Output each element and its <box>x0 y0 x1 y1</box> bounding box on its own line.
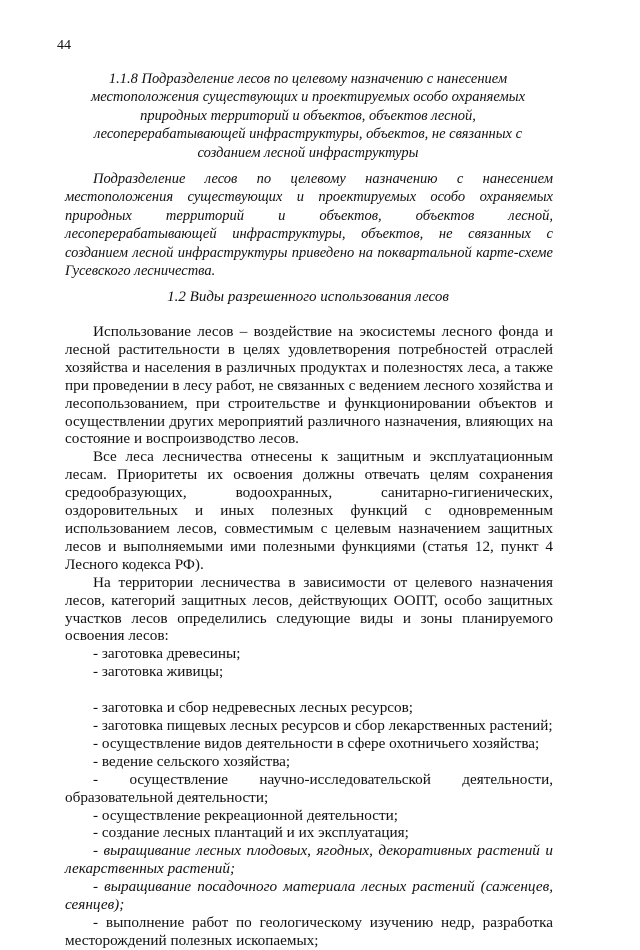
list-item: - создание лесных плантаций и их эксплуатация; <box>93 824 409 842</box>
list-item: - осуществление видов деятельности в сфере охотничьего хозяйства; <box>93 734 540 752</box>
list-gap <box>65 681 553 699</box>
list-item: - заготовка древесины; <box>93 645 241 663</box>
list-item: - заготовка и сбор недревесных лесных ресурсов; <box>93 699 414 717</box>
main-text <box>65 323 553 950</box>
list-item: - заготовка живицы; <box>93 663 224 681</box>
list-item-italic: - выращивание посадочного материала лесных растений (саженцев, сеянцев); <box>65 878 553 914</box>
page-number: 44 <box>57 38 71 53</box>
list-item: - заготовка пищевых лесных ресурсов и сбор лекарственных растений; <box>93 717 553 735</box>
section-intro <box>65 170 553 280</box>
section-title: 1.1.8 Подразделение лесов по целевому назначению с нанесением местоположения существующих и проектируемых особо охраняемых природных территорий и объектов, объектов лесной, лесоперерабатывающей инфраструктуры, объектов, не связанных с созданием лесной инфраструктуры <box>90 71 526 161</box>
list-item: - выполнение работ по геологическому изучению недр, разработка месторождений полезных ископаемых; <box>65 914 553 949</box>
paragraph-1: Использование лесов – воздействие на экосистемы лесного фонда и лесной растительности в целях удовлетворения потребностей отраслей хозяйства и населения в различных продуктах и полезностях леса, а также при проведении в лесу работ, не связанных с ведением лесного хозяйства и лесопользованием, при строительстве и функционировании объектов и осуществлении других мероприятий различного назначения, влияющих на состояние и воспроизводство лесов. <box>65 323 553 448</box>
list-item-italic: - выращивание лесных плодовых, ягодных, декоративных растений и лекарственных растений; <box>65 842 553 878</box>
section-intro-text: Подразделение лесов по целевому назначению с нанесением местоположения существующих и проектируемых особо охраняемых природных территорий и объектов, объектов лесной, лесоперерабатывающей инфраструктуры, объектов, не связанных с созданием лесной инфраструктуры приведено на поквартальной карте-схеме Гусевского лесничества. <box>65 171 553 280</box>
list-item: - осуществление научно-исследовательской деятельности, образовательной деятельности; <box>65 770 553 806</box>
list-item: - осуществление рекреационной деятельности; <box>93 806 398 824</box>
list-item: - ведение сельского хозяйства; <box>93 752 291 770</box>
paragraph-2: Все леса лесничества отнесены к защитным и эксплуатационным лесам. Приоритеты их освоения должны отвечать целям сохранения средообразующих, водоохранных, санитарно-гигиенических, оздоровительных и иных полезных функций с одновременным использованием лесов, совместимым с целевым назначением защитных лесов и выполняемыми ими полезными функциями (статья 12, пункт 4 Лесного кодекса РФ). <box>65 448 553 573</box>
paragraph-3: На территории лесничества в зависимости от целевого назначения лесов, категорий защитных лесов, действующих ООПТ, особо защитных участков лесов определились следующие виды и зоны планируемого освоения лесов: <box>65 573 553 645</box>
subsection-title: 1.2 Виды разрешенного использования лесов <box>167 289 449 305</box>
